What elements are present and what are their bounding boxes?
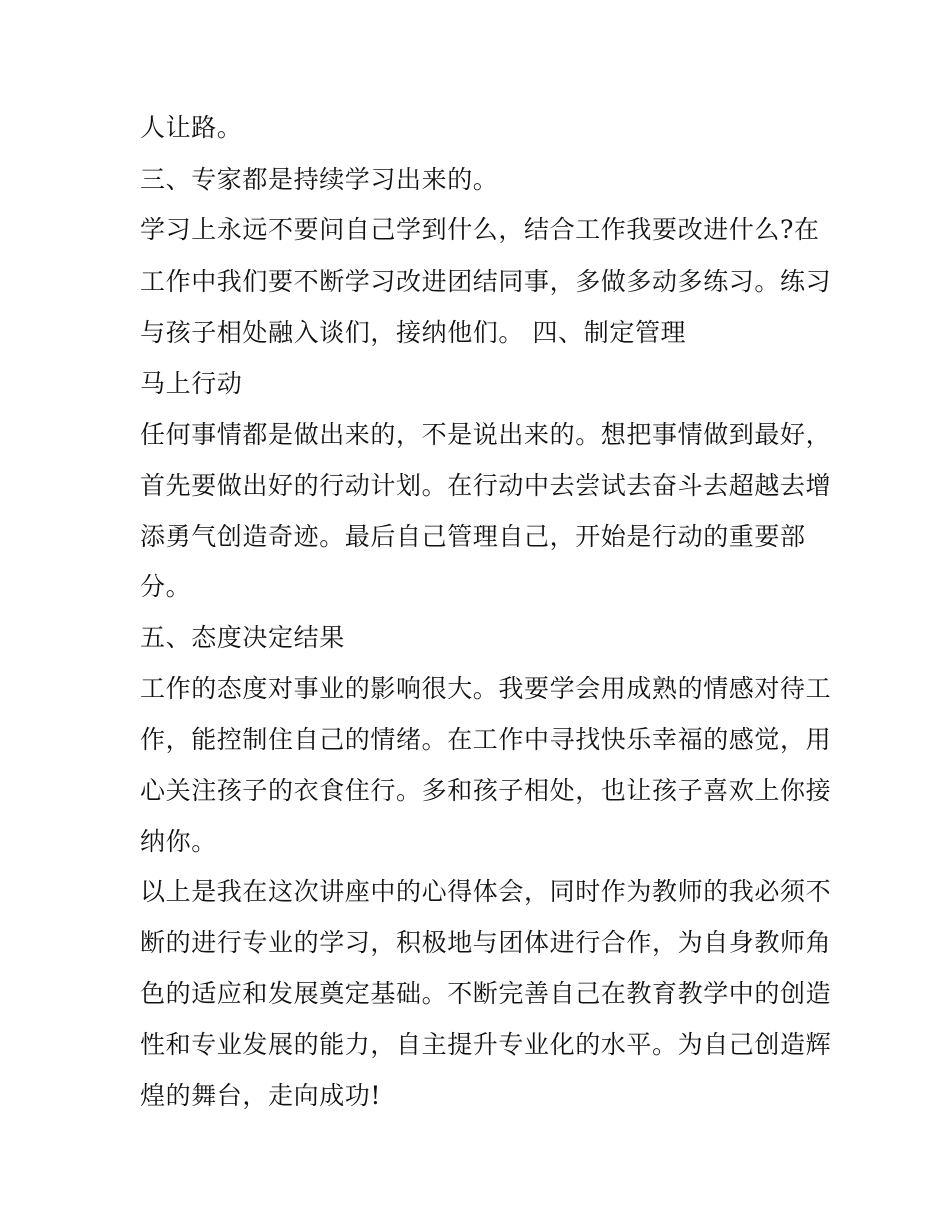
text-line: 纳你。 (140, 827, 217, 856)
text-line: 人让路。 (140, 113, 243, 142)
text-line: 任何事情都是做出来的，不是说出来的。想把事情做到最好， (140, 420, 832, 449)
text-line: 色的适应和发展奠定基础。不断完善自己在教育教学中的创造 (140, 979, 832, 1008)
text-line: 煌的舞台，走向成功! (140, 1081, 382, 1110)
text-line: 分。 (140, 572, 192, 601)
text-line: 与孩子相处融入谈们，接纳他们。 四、制定管理 (140, 318, 687, 347)
text-line: 工作中我们要不断学习改进团结同事，多做多动多练习。练习 (140, 267, 832, 296)
text-line: 学习上永远不要问自己学到什么，结合工作我要改进什么?在 (140, 215, 820, 244)
text-line: 断的进行专业的学习，积极地与团体进行合作，为自身教师角 (140, 928, 832, 957)
section-heading: 五、态度决定结果 (140, 623, 345, 652)
text-line: 添勇气创造奇迹。最后自己管理自己，开始是行动的重要部 (140, 522, 806, 551)
section-heading: 三、专家都是持续学习出来的。 (140, 165, 499, 194)
text-line: 首先要做出好的行动计划。在行动中去尝试去奋斗去超越去增 (140, 471, 832, 500)
text-line: 性和专业发展的能力，自主提升专业化的水平。为自己创造辉 (140, 1030, 832, 1059)
text-line: 以上是我在这次讲座中的心得体会，同时作为教师的我必须不 (140, 877, 832, 906)
text-line: 心关注孩子的衣食住行。多和孩子相处，也让孩子喜欢上你接 (140, 776, 832, 805)
text-line: 工作的态度对事业的影响很大。我要学会用成熟的情感对待工 (140, 674, 832, 703)
section-heading: 马上行动 (140, 369, 243, 398)
text-line: 作，能控制住自己的情绪。在工作中寻找快乐幸福的感觉，用 (140, 725, 832, 754)
